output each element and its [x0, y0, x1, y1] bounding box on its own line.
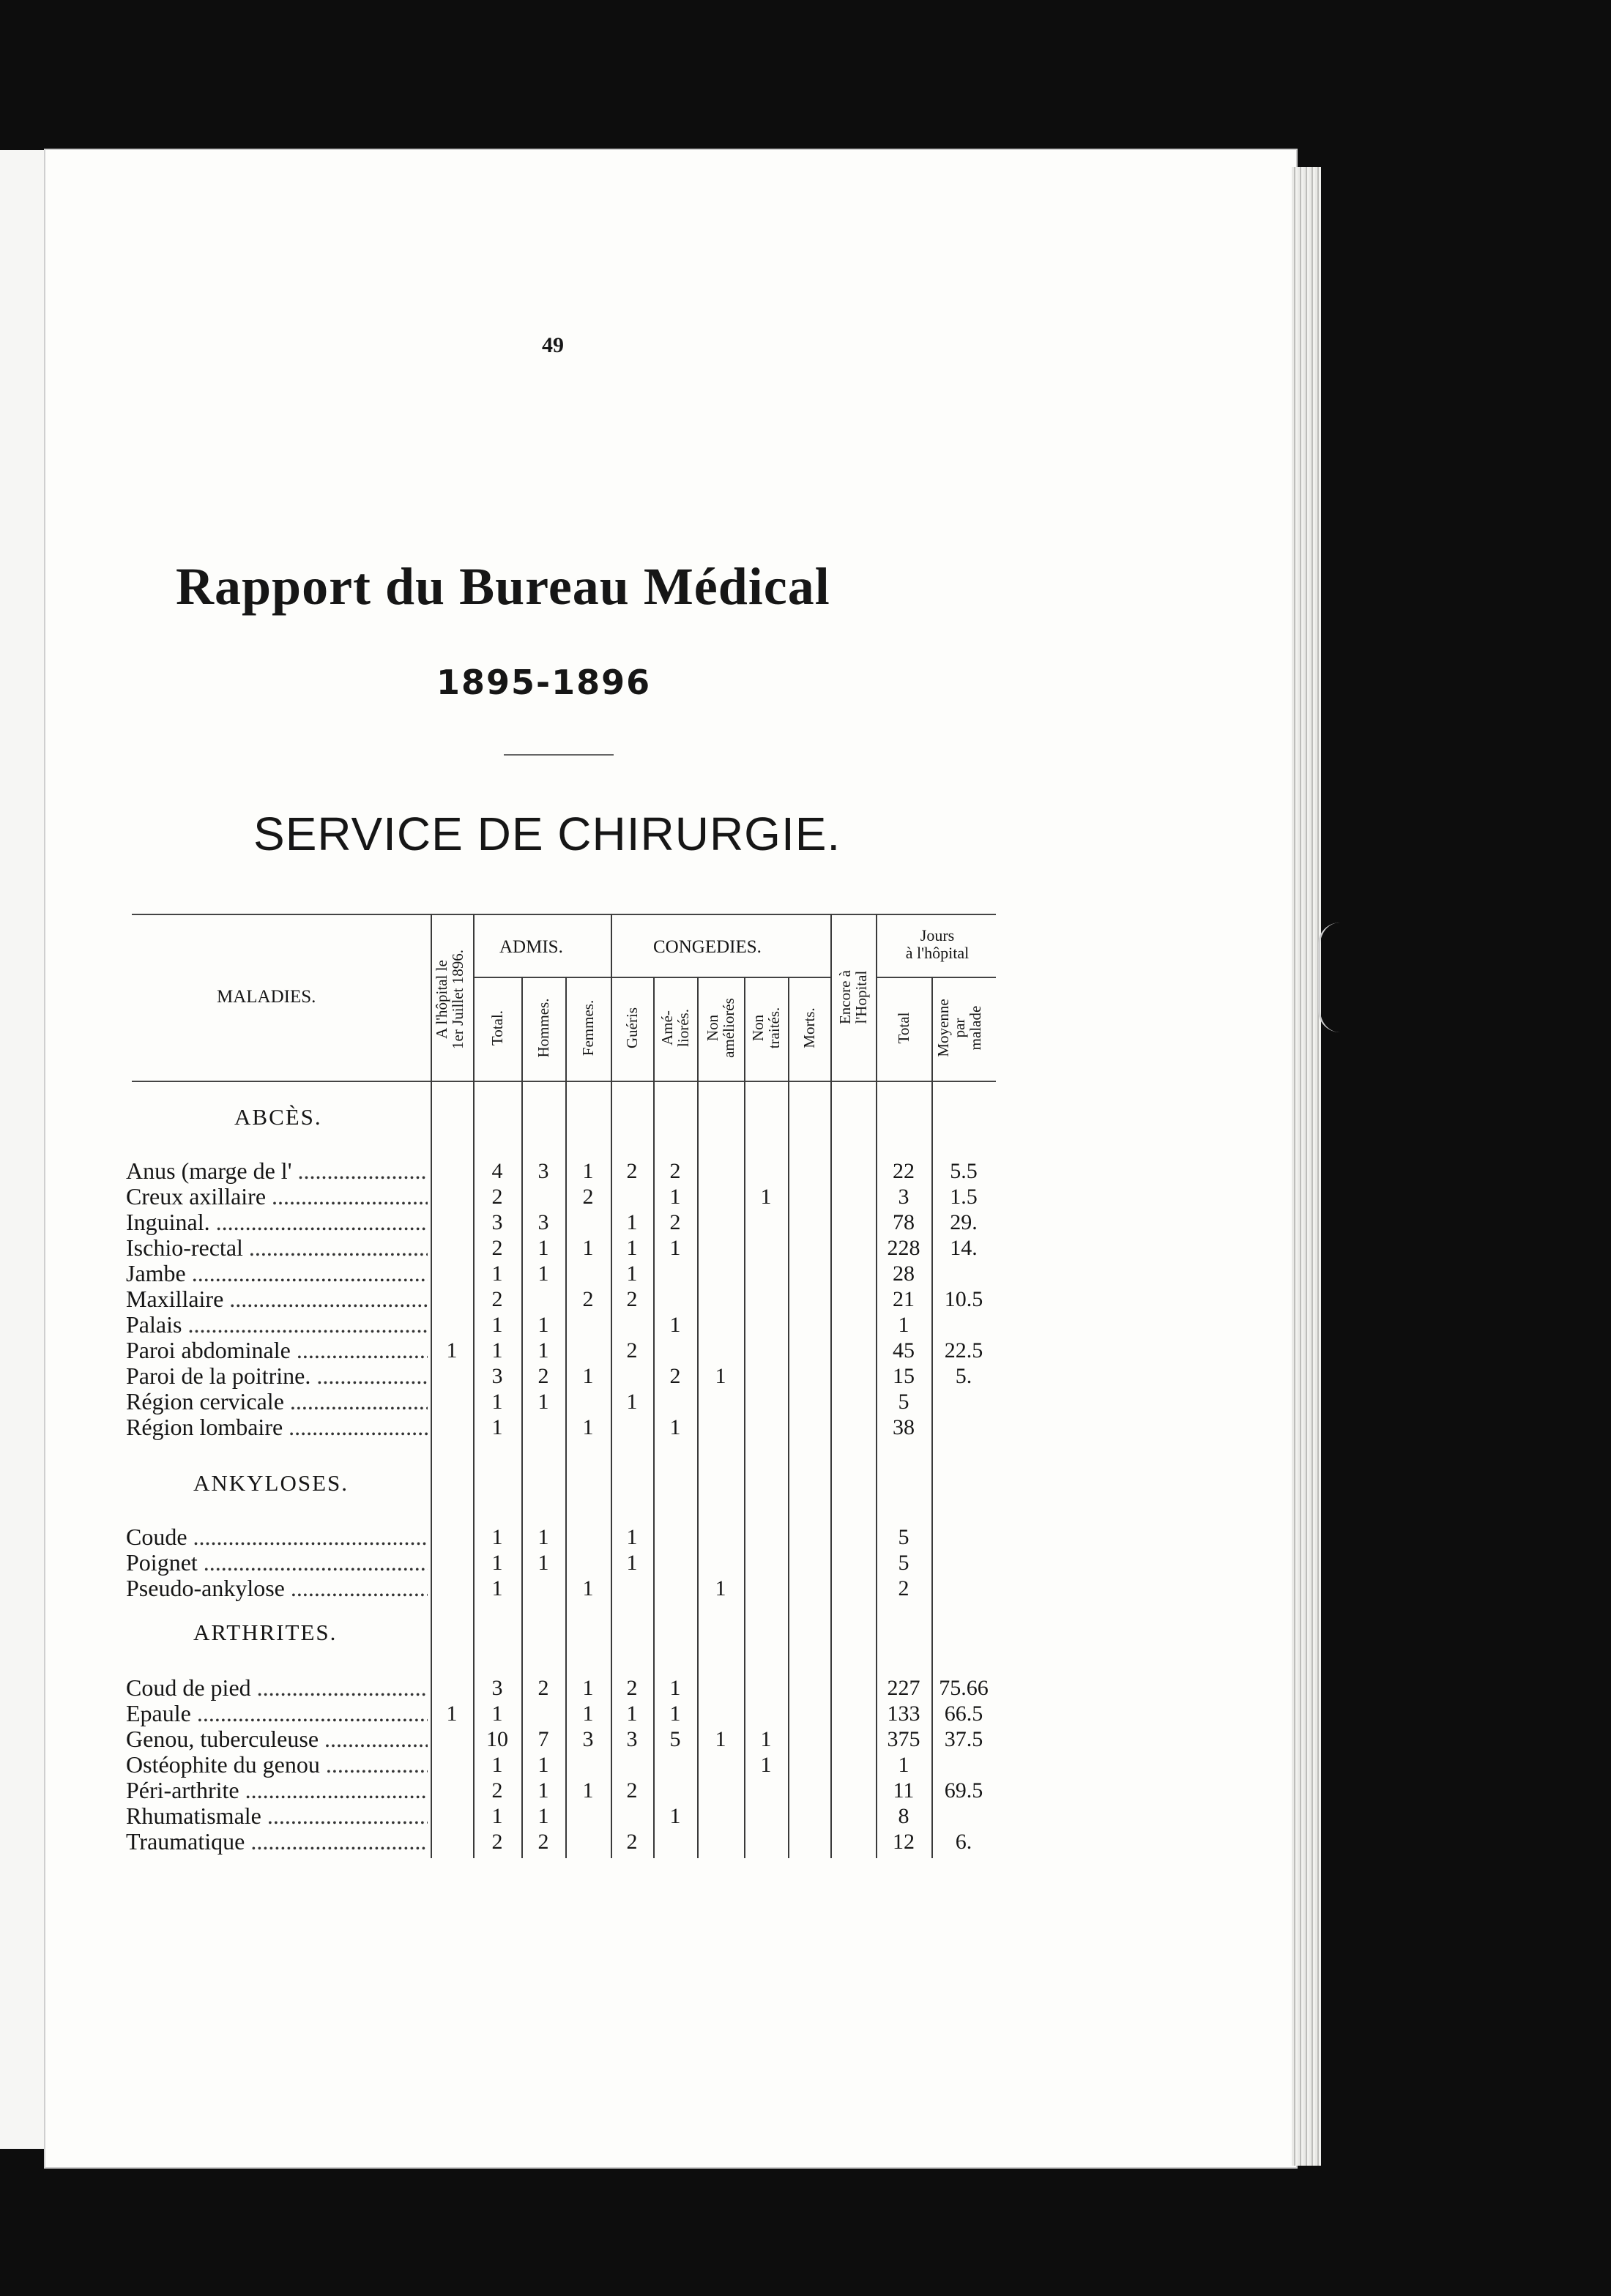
table-cell: 1 [582, 1364, 594, 1388]
table-cell: 45 [893, 1338, 915, 1363]
table-cell: 228 [887, 1236, 920, 1260]
header-moyenne-line1: Moyenne [934, 999, 952, 1057]
table-cell: 2 [537, 1830, 549, 1854]
header-morts: Morts. [800, 1007, 818, 1048]
table-cell: 1 [626, 1551, 638, 1575]
table-cell: 3 [491, 1676, 503, 1700]
table-cell: 1 [491, 1804, 503, 1828]
table-cell: 11 [893, 1778, 915, 1803]
table-row [126, 1235, 1005, 1261]
page-stack-edge [1292, 167, 1321, 2166]
table-row [126, 1338, 1005, 1363]
table-row [126, 1524, 1005, 1550]
header-moyenne-line2: par [950, 1018, 968, 1038]
table-cell: 10.5 [944, 1287, 983, 1311]
table-cell: 3 [582, 1727, 594, 1751]
header-jours [882, 927, 992, 962]
header-non-ameliores-line2: améliorés [720, 998, 737, 1058]
table-cell: 1 [582, 1415, 594, 1439]
table-cell: 6. [955, 1830, 972, 1854]
header-total: Total. [488, 1010, 506, 1046]
table-cell: 4 [491, 1159, 503, 1183]
table-row [126, 1778, 1005, 1803]
table-cell: 69.5 [944, 1778, 983, 1803]
table-row [126, 1210, 1005, 1235]
table-cell: 1.5 [950, 1185, 978, 1209]
row-label: Jambe ..... [126, 1261, 428, 1286]
table-cell: 1 [669, 1676, 681, 1700]
header-hopital-line1: A l'hôpital le [433, 960, 450, 1039]
row-label: Péri-arthrite ..... [126, 1778, 428, 1803]
table-cell: 3 [491, 1364, 503, 1388]
row-label: Maxillaire ..... [126, 1286, 428, 1312]
table-cell: 75.66 [939, 1676, 989, 1700]
title-divider [504, 754, 614, 756]
table-row [126, 1261, 1005, 1286]
left-page-edge [0, 150, 51, 2149]
page-curl-mark [1318, 922, 1342, 1032]
table-row [126, 1184, 1005, 1210]
header-maladies: MALADIES. [217, 987, 316, 1007]
table-cell: 1 [715, 1576, 726, 1600]
table-cell: 15 [893, 1364, 915, 1388]
row-label: Creux axillaire ..... [126, 1184, 428, 1210]
table-cell: 2 [626, 1830, 638, 1854]
table-cell: 2 [537, 1364, 549, 1388]
admis-group-rule [473, 977, 611, 978]
header-encore-line2: l'Hopital [852, 970, 870, 1024]
row-label: Epaule ..... [126, 1701, 428, 1726]
table-row [126, 1158, 1005, 1184]
section-heading-ankyloses: ANKYLOSES. [193, 1470, 349, 1496]
table-top-rule [132, 914, 996, 915]
table-cell: 1 [626, 1525, 638, 1549]
table-cell: 66.5 [944, 1702, 983, 1726]
table-row [126, 1726, 1005, 1752]
header-congedies: CONGEDIES. [653, 937, 762, 957]
table-cell: 133 [887, 1702, 920, 1726]
table-cell: 10 [486, 1727, 508, 1751]
section-heading-abces: ABCÈS. [234, 1104, 322, 1130]
table-cell: 227 [887, 1676, 920, 1700]
table-cell: 1 [582, 1676, 594, 1700]
header-non-ameliores-line1: Non [704, 1014, 721, 1042]
table-cell: 3 [626, 1727, 638, 1751]
header-femmes: Femmes. [579, 999, 597, 1056]
row-label: Région lombaire ..... [126, 1414, 428, 1440]
table-cell: 7 [537, 1727, 549, 1751]
table-cell: 3 [537, 1210, 549, 1234]
table-cell: 1 [491, 1261, 503, 1286]
table-cell: 3 [898, 1185, 909, 1209]
table-cell: 21 [893, 1287, 915, 1311]
table-cell: 1 [537, 1261, 549, 1286]
table-cell: 5 [898, 1390, 909, 1414]
row-label: Ostéophite du genou ..... [126, 1752, 428, 1778]
table-cell: 2 [669, 1364, 681, 1388]
table-cell: 22.5 [944, 1338, 983, 1363]
table-cell: 1 [491, 1525, 503, 1549]
row-label: Paroi abdominale ..... [126, 1338, 428, 1363]
table-cell: 1 [760, 1727, 772, 1751]
report-title: Rapport du Bureau Médical [176, 557, 830, 616]
service-heading: SERVICE DE CHIRURGIE. [253, 808, 841, 860]
report-years: 1895-1896 [436, 663, 652, 702]
table-cell: 1 [491, 1313, 503, 1337]
table-row [126, 1414, 1005, 1440]
table-cell: 1 [537, 1390, 549, 1414]
table-row [126, 1389, 1005, 1414]
table-cell: 1 [537, 1236, 549, 1260]
table-cell: 8 [898, 1804, 909, 1828]
table-cell: 37.5 [944, 1727, 983, 1751]
table-cell: 1 [491, 1753, 503, 1777]
table-cell: 1 [669, 1804, 681, 1828]
table-cell: 14. [950, 1236, 978, 1260]
table-cell: 1 [715, 1364, 726, 1388]
table-cell: 1 [626, 1236, 638, 1260]
table-cell: 2 [491, 1185, 503, 1209]
table-cell: 1 [582, 1778, 594, 1803]
table-cell: 12 [893, 1830, 915, 1854]
header-hopital-line2: 1er Juillet 1896. [449, 950, 466, 1049]
table-cell: 1 [537, 1778, 549, 1803]
row-label: Rhumatismale ..... [126, 1803, 428, 1829]
table-cell: 1 [537, 1313, 549, 1337]
table-cell: 1 [582, 1236, 594, 1260]
header-jours-line2: à l'hôpital [905, 944, 970, 962]
table-cell: 1 [669, 1702, 681, 1726]
table-cell: 2 [537, 1676, 549, 1700]
table-cell: 2 [626, 1778, 638, 1803]
header-jours-total: Total [895, 1012, 912, 1044]
row-label: Genou, tuberculeuse ..... [126, 1726, 428, 1752]
table-cell: 2 [626, 1159, 638, 1183]
header-hommes: Hommes. [535, 998, 552, 1058]
row-label: Coude ..... [126, 1524, 428, 1550]
table-cell: 2 [626, 1338, 638, 1363]
row-label: Coud de pied ..... [126, 1675, 428, 1701]
table-cell: 1 [626, 1210, 638, 1234]
table-cell: 1 [626, 1390, 638, 1414]
section-heading-arthrites: ARTHRITES. [193, 1620, 338, 1645]
header-encore-line1: Encore à [836, 969, 854, 1025]
row-label: Pseudo-ankylose ..... [126, 1576, 428, 1601]
table-cell: 1 [669, 1313, 681, 1337]
table-header-bottom-rule [132, 1081, 996, 1082]
table-cell: 38 [893, 1415, 915, 1439]
table-cell: 2 [669, 1210, 681, 1234]
table-cell: 2 [582, 1287, 594, 1311]
congedies-group-rule [611, 977, 830, 978]
table-cell: 1 [491, 1390, 503, 1414]
table-cell: 1 [898, 1313, 909, 1337]
table-cell: 1 [582, 1576, 594, 1600]
table-cell: 5. [955, 1364, 972, 1388]
table-row [126, 1675, 1005, 1701]
table-cell: 2 [491, 1830, 503, 1854]
table-row [126, 1701, 1005, 1726]
jours-group-rule [876, 977, 996, 978]
table-cell: 2 [582, 1185, 594, 1209]
table-cell: 1 [537, 1753, 549, 1777]
table-cell: 1 [491, 1551, 503, 1575]
table-cell: 1 [715, 1727, 726, 1751]
row-label: Traumatique ..... [126, 1829, 428, 1855]
table-cell: 2 [669, 1159, 681, 1183]
table-cell: 3 [537, 1159, 549, 1183]
table-cell: 1 [626, 1261, 638, 1286]
table-cell: 5 [898, 1551, 909, 1575]
table-cell: 375 [887, 1727, 920, 1751]
header-ameliores-line2: liorés. [674, 1009, 692, 1047]
table-cell: 1 [537, 1804, 549, 1828]
header-jours-line1: Jours [920, 926, 955, 944]
header-admis: ADMIS. [499, 937, 563, 957]
table-row [126, 1363, 1005, 1389]
table-cell: 1 [446, 1338, 458, 1363]
header-ameliores-line1: Amé- [658, 1010, 676, 1046]
table-cell: 28 [893, 1261, 915, 1286]
header-non-ameliores [704, 984, 737, 1072]
table-cell: 78 [893, 1210, 915, 1234]
row-label: Inguinal. ..... [126, 1210, 428, 1235]
table-cell: 5 [898, 1525, 909, 1549]
table-cell: 22 [893, 1159, 915, 1183]
table-row [126, 1829, 1005, 1855]
table-cell: 2 [898, 1576, 909, 1600]
header-hopital-1er-juillet [434, 919, 470, 1080]
table-cell: 1 [760, 1753, 772, 1777]
table-cell: 1 [669, 1415, 681, 1439]
table-cell: 1 [898, 1753, 909, 1777]
header-encore-hopital [837, 939, 869, 1056]
table-cell: 2 [626, 1676, 638, 1700]
row-label: Région cervicale ..... [126, 1389, 428, 1414]
header-moyenne-line3: malade [967, 1005, 984, 1051]
row-label: Anus (marge de l' ..... [126, 1158, 428, 1184]
row-label: Paroi de la poitrine. ..... [126, 1363, 428, 1389]
table-cell: 1 [760, 1185, 772, 1209]
table-cell: 1 [669, 1185, 681, 1209]
table-cell: 1 [626, 1702, 638, 1726]
table-cell: 29. [950, 1210, 978, 1234]
table-cell: 5 [669, 1727, 681, 1751]
table-cell: 1 [582, 1159, 594, 1183]
table-cell: 1 [537, 1525, 549, 1549]
table-cell: 1 [491, 1702, 503, 1726]
page-number: 49 [542, 333, 564, 357]
table-cell: 1 [446, 1702, 458, 1726]
header-non-traites-line2: traités. [765, 1007, 783, 1049]
header-non-traites [750, 984, 782, 1072]
row-label: Poignet ..... [126, 1550, 428, 1576]
header-moyenne [935, 984, 983, 1072]
table-cell: 1 [537, 1551, 549, 1575]
table-cell: 3 [491, 1210, 503, 1234]
table-cell: 1 [582, 1702, 594, 1726]
table-row [126, 1550, 1005, 1576]
table-cell: 1 [669, 1236, 681, 1260]
header-ameliores [659, 984, 691, 1072]
table-row [126, 1752, 1005, 1778]
table-cell: 1 [491, 1576, 503, 1600]
table-cell: 5.5 [950, 1159, 978, 1183]
table-row [126, 1576, 1005, 1601]
table-cell: 1 [537, 1338, 549, 1363]
table-cell: 2 [491, 1236, 503, 1260]
table-row [126, 1803, 1005, 1829]
table-row [126, 1286, 1005, 1312]
header-gueris: Guéris [623, 1007, 641, 1048]
table-row [126, 1312, 1005, 1338]
header-non-traites-line1: Non [749, 1014, 767, 1042]
table-cell: 1 [491, 1415, 503, 1439]
table-cell: 2 [626, 1287, 638, 1311]
table-cell: 2 [491, 1287, 503, 1311]
row-label: Ischio-rectal ..... [126, 1235, 428, 1261]
table-cell: 2 [491, 1778, 503, 1803]
table-cell: 1 [491, 1338, 503, 1363]
row-label: Palais ..... [126, 1312, 428, 1338]
